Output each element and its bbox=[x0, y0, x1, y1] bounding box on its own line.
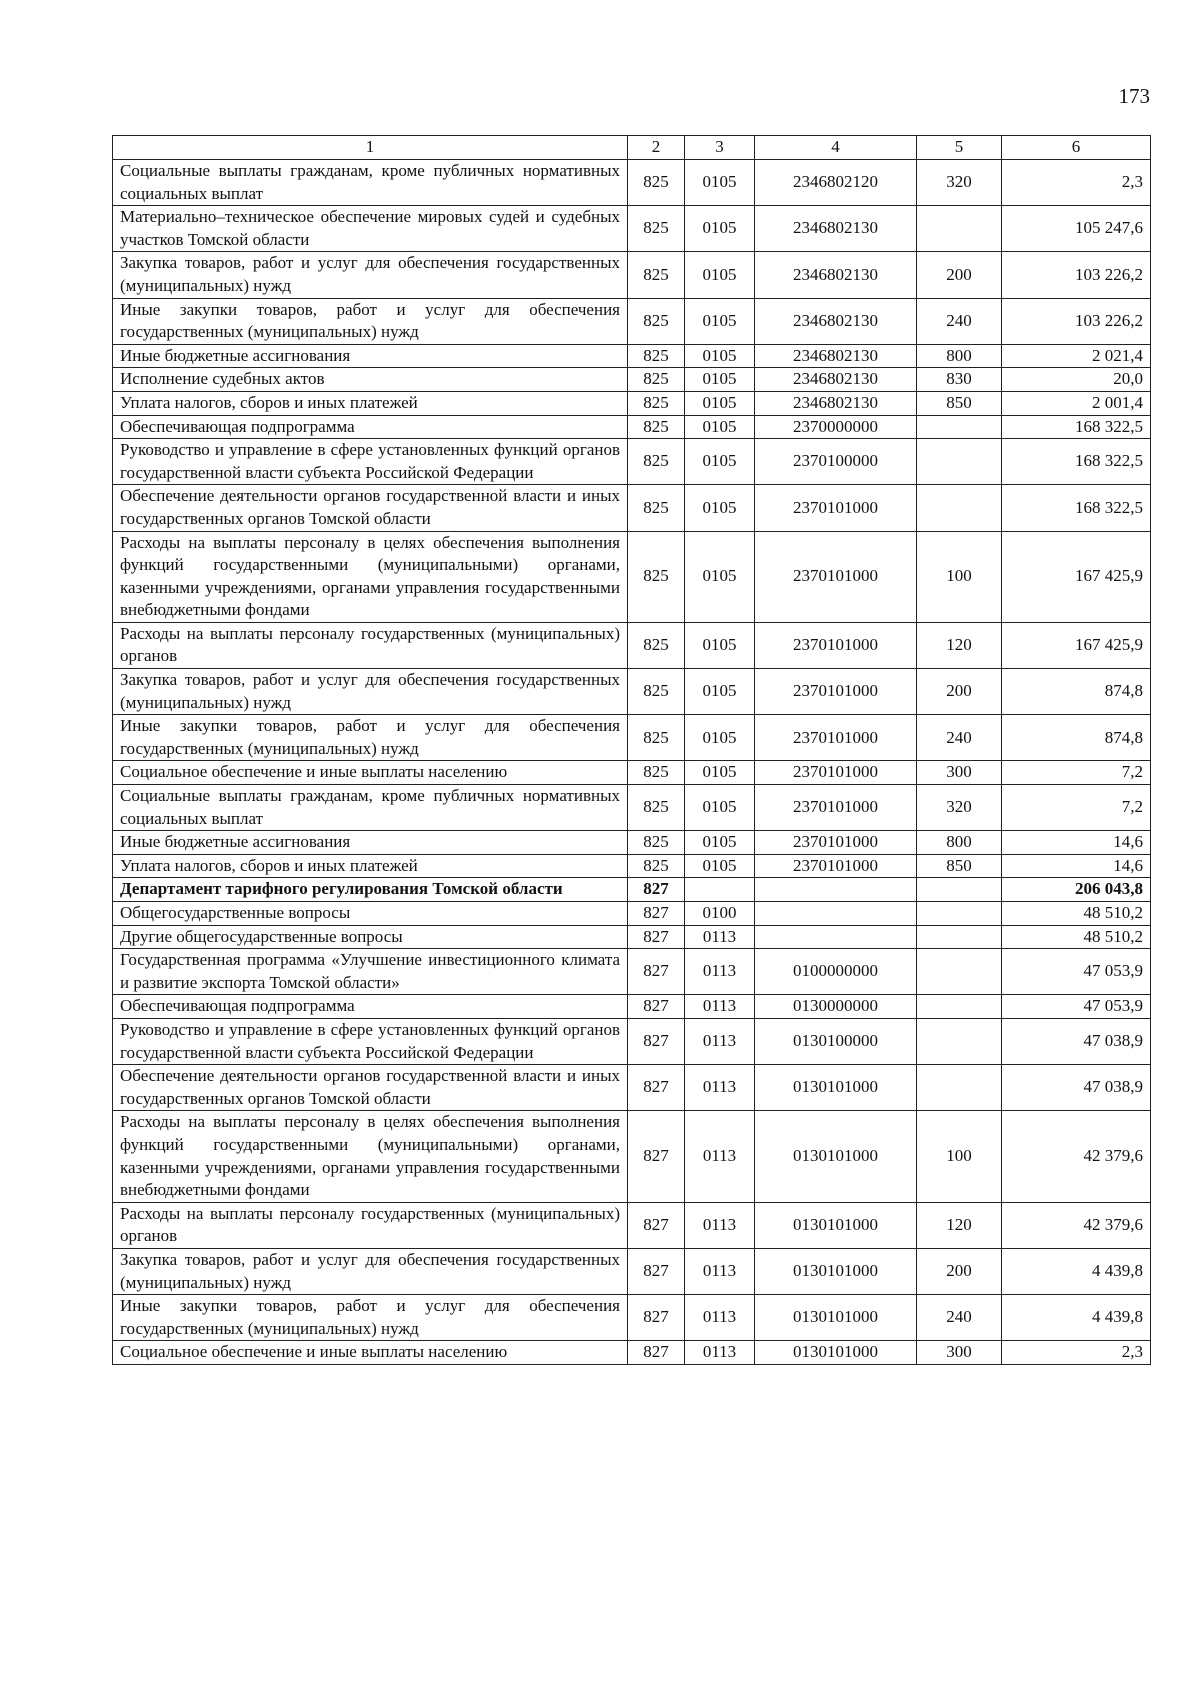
column-header-target: 4 bbox=[755, 136, 917, 160]
row-section-code-cell: 0113 bbox=[685, 1202, 755, 1248]
row-amount-cell: 2,3 bbox=[1002, 160, 1151, 206]
row-expense-type-cell bbox=[917, 485, 1002, 531]
column-header-section: 3 bbox=[685, 136, 755, 160]
table-row bbox=[113, 206, 1151, 252]
row-name-cell: Расходы на выплаты персоналу в целях обеспечения выполнения функций государственными (муниципальными) органами, казенными учреждениями, органами управления государственными внебюджетными фондами bbox=[113, 1111, 628, 1202]
row-name-cell: Расходы на выплаты персоналу государственных (муниципальных) органов bbox=[113, 1202, 628, 1248]
row-amount-cell: 168 322,5 bbox=[1002, 415, 1151, 439]
row-expense-type-cell: 120 bbox=[917, 1202, 1002, 1248]
row-expense-type-cell: 100 bbox=[917, 1111, 1002, 1202]
row-admin-code-cell: 827 bbox=[628, 1111, 685, 1202]
column-header-amount: 6 bbox=[1002, 136, 1151, 160]
row-expense-type-cell: 850 bbox=[917, 854, 1002, 878]
row-admin-code-cell: 827 bbox=[628, 1202, 685, 1248]
row-name-cell: Уплата налогов, сборов и иных платежей bbox=[113, 391, 628, 415]
row-admin-code-cell: 827 bbox=[628, 1248, 685, 1294]
row-amount-cell: 14,6 bbox=[1002, 854, 1151, 878]
row-admin-code-cell: 827 bbox=[628, 1341, 685, 1365]
row-amount-cell: 874,8 bbox=[1002, 715, 1151, 761]
row-amount-cell: 167 425,9 bbox=[1002, 531, 1151, 622]
row-section-code-cell: 0113 bbox=[685, 995, 755, 1019]
row-section-code-cell: 0113 bbox=[685, 925, 755, 949]
table-row bbox=[113, 391, 1151, 415]
row-section-code-cell: 0105 bbox=[685, 206, 755, 252]
row-name-cell: Иные закупки товаров, работ и услуг для обеспечения государственных (муниципальных) нужд bbox=[113, 1295, 628, 1341]
row-expense-type-cell: 240 bbox=[917, 298, 1002, 344]
row-section-code-cell: 0113 bbox=[685, 949, 755, 995]
table-row bbox=[113, 715, 1151, 761]
table-row bbox=[113, 1111, 1151, 1202]
row-name-cell: Закупка товаров, работ и услуг для обеспечения государственных (муниципальных) нужд bbox=[113, 669, 628, 715]
row-target-code-cell: 0130101000 bbox=[755, 1295, 917, 1341]
row-name-cell: Обеспечение деятельности органов государственной власти и иных государственных органов Томской области bbox=[113, 1065, 628, 1111]
row-admin-code-cell: 827 bbox=[628, 1018, 685, 1064]
table-row bbox=[113, 368, 1151, 392]
row-section-code-cell: 0113 bbox=[685, 1248, 755, 1294]
row-admin-code-cell: 825 bbox=[628, 415, 685, 439]
row-admin-code-cell: 825 bbox=[628, 298, 685, 344]
row-section-code-cell: 0113 bbox=[685, 1295, 755, 1341]
row-amount-cell: 103 226,2 bbox=[1002, 252, 1151, 298]
row-target-code-cell: 2346802130 bbox=[755, 344, 917, 368]
row-target-code-cell: 2370000000 bbox=[755, 415, 917, 439]
row-target-code-cell: 2346802130 bbox=[755, 252, 917, 298]
row-amount-cell: 168 322,5 bbox=[1002, 485, 1151, 531]
row-admin-code-cell: 825 bbox=[628, 715, 685, 761]
table-row bbox=[113, 878, 1151, 902]
table-row bbox=[113, 1018, 1151, 1064]
table-header-row bbox=[113, 136, 1151, 160]
row-expense-type-cell bbox=[917, 949, 1002, 995]
row-amount-cell: 168 322,5 bbox=[1002, 439, 1151, 485]
row-section-code-cell: 0105 bbox=[685, 160, 755, 206]
row-section-code-cell: 0105 bbox=[685, 622, 755, 668]
table-row bbox=[113, 160, 1151, 206]
row-name-cell: Иные закупки товаров, работ и услуг для обеспечения государственных (муниципальных) нужд bbox=[113, 298, 628, 344]
row-amount-cell: 42 379,6 bbox=[1002, 1202, 1151, 1248]
row-expense-type-cell: 800 bbox=[917, 344, 1002, 368]
column-header-expense-type: 5 bbox=[917, 136, 1002, 160]
row-target-code-cell: 0130100000 bbox=[755, 1018, 917, 1064]
row-expense-type-cell bbox=[917, 902, 1002, 926]
row-amount-cell: 47 038,9 bbox=[1002, 1018, 1151, 1064]
row-section-code-cell: 0113 bbox=[685, 1018, 755, 1064]
table-row bbox=[113, 925, 1151, 949]
table-row bbox=[113, 949, 1151, 995]
row-expense-type-cell: 320 bbox=[917, 160, 1002, 206]
row-admin-code-cell: 825 bbox=[628, 622, 685, 668]
table-row bbox=[113, 854, 1151, 878]
row-name-cell: Общегосударственные вопросы bbox=[113, 902, 628, 926]
row-target-code-cell bbox=[755, 878, 917, 902]
row-target-code-cell: 2370101000 bbox=[755, 715, 917, 761]
row-name-cell: Материально–техническое обеспечение мировых судей и судебных участков Томской области bbox=[113, 206, 628, 252]
row-amount-cell: 48 510,2 bbox=[1002, 902, 1151, 926]
row-expense-type-cell bbox=[917, 1065, 1002, 1111]
table-row bbox=[113, 902, 1151, 926]
table-row bbox=[113, 344, 1151, 368]
row-name-cell: Обеспечение деятельности органов государственной власти и иных государственных органов Томской области bbox=[113, 485, 628, 531]
row-section-code-cell: 0105 bbox=[685, 344, 755, 368]
row-amount-cell: 2,3 bbox=[1002, 1341, 1151, 1365]
row-name-cell: Расходы на выплаты персоналу в целях обеспечения выполнения функций государственными (муниципальными) органами, казенными учреждениями, органами управления государственными внебюджетными фондами bbox=[113, 531, 628, 622]
row-name-cell: Обеспечивающая подпрограмма bbox=[113, 995, 628, 1019]
row-name-cell: Государственная программа «Улучшение инвестиционного климата и развитие экспорта Томской области» bbox=[113, 949, 628, 995]
row-target-code-cell: 2370101000 bbox=[755, 785, 917, 831]
table-row bbox=[113, 298, 1151, 344]
row-amount-cell: 14,6 bbox=[1002, 831, 1151, 855]
row-amount-cell: 47 053,9 bbox=[1002, 995, 1151, 1019]
row-name-cell: Департамент тарифного регулирования Томской области bbox=[113, 878, 628, 902]
row-expense-type-cell bbox=[917, 925, 1002, 949]
table-row bbox=[113, 1295, 1151, 1341]
row-section-code-cell: 0105 bbox=[685, 368, 755, 392]
row-target-code-cell: 2346802130 bbox=[755, 391, 917, 415]
row-target-code-cell: 2370101000 bbox=[755, 761, 917, 785]
row-admin-code-cell: 827 bbox=[628, 878, 685, 902]
table-row bbox=[113, 622, 1151, 668]
row-admin-code-cell: 825 bbox=[628, 485, 685, 531]
row-target-code-cell: 2370101000 bbox=[755, 485, 917, 531]
row-section-code-cell: 0105 bbox=[685, 854, 755, 878]
row-expense-type-cell: 240 bbox=[917, 715, 1002, 761]
row-admin-code-cell: 825 bbox=[628, 439, 685, 485]
row-admin-code-cell: 827 bbox=[628, 1295, 685, 1341]
row-target-code-cell: 2370101000 bbox=[755, 669, 917, 715]
table-row bbox=[113, 1202, 1151, 1248]
row-target-code-cell: 2346802130 bbox=[755, 298, 917, 344]
row-target-code-cell bbox=[755, 902, 917, 926]
row-section-code-cell: 0105 bbox=[685, 485, 755, 531]
row-amount-cell: 206 043,8 bbox=[1002, 878, 1151, 902]
row-name-cell: Обеспечивающая подпрограмма bbox=[113, 415, 628, 439]
row-target-code-cell: 2370101000 bbox=[755, 854, 917, 878]
row-amount-cell: 48 510,2 bbox=[1002, 925, 1151, 949]
row-section-code-cell: 0105 bbox=[685, 391, 755, 415]
table-row bbox=[113, 831, 1151, 855]
column-header-admin: 2 bbox=[628, 136, 685, 160]
row-name-cell: Уплата налогов, сборов и иных платежей bbox=[113, 854, 628, 878]
table-row bbox=[113, 252, 1151, 298]
table-row bbox=[113, 995, 1151, 1019]
row-amount-cell: 7,2 bbox=[1002, 761, 1151, 785]
row-admin-code-cell: 825 bbox=[628, 785, 685, 831]
row-section-code-cell: 0105 bbox=[685, 761, 755, 785]
row-section-code-cell: 0105 bbox=[685, 669, 755, 715]
row-amount-cell: 47 053,9 bbox=[1002, 949, 1151, 995]
table-row bbox=[113, 785, 1151, 831]
row-expense-type-cell: 300 bbox=[917, 761, 1002, 785]
table-row bbox=[113, 1248, 1151, 1294]
table-row bbox=[113, 439, 1151, 485]
column-header-name: 1 bbox=[113, 136, 628, 160]
row-admin-code-cell: 825 bbox=[628, 344, 685, 368]
row-section-code-cell: 0105 bbox=[685, 831, 755, 855]
row-expense-type-cell bbox=[917, 995, 1002, 1019]
budget-table bbox=[112, 135, 1151, 1365]
row-amount-cell: 2 001,4 bbox=[1002, 391, 1151, 415]
row-amount-cell: 4 439,8 bbox=[1002, 1248, 1151, 1294]
row-admin-code-cell: 825 bbox=[628, 368, 685, 392]
row-name-cell: Социальное обеспечение и иные выплаты населению bbox=[113, 761, 628, 785]
row-section-code-cell: 0113 bbox=[685, 1111, 755, 1202]
row-expense-type-cell: 200 bbox=[917, 252, 1002, 298]
row-target-code-cell: 0130000000 bbox=[755, 995, 917, 1019]
row-section-code-cell: 0105 bbox=[685, 252, 755, 298]
row-admin-code-cell: 825 bbox=[628, 160, 685, 206]
row-expense-type-cell bbox=[917, 439, 1002, 485]
row-name-cell: Закупка товаров, работ и услуг для обеспечения государственных (муниципальных) нужд bbox=[113, 1248, 628, 1294]
row-admin-code-cell: 825 bbox=[628, 531, 685, 622]
row-expense-type-cell: 300 bbox=[917, 1341, 1002, 1365]
row-target-code-cell: 2370101000 bbox=[755, 622, 917, 668]
row-name-cell: Расходы на выплаты персоналу государственных (муниципальных) органов bbox=[113, 622, 628, 668]
table-row bbox=[113, 1341, 1151, 1365]
row-expense-type-cell: 200 bbox=[917, 669, 1002, 715]
row-section-code-cell: 0105 bbox=[685, 785, 755, 831]
row-target-code-cell: 0130101000 bbox=[755, 1202, 917, 1248]
row-name-cell: Закупка товаров, работ и услуг для обеспечения государственных (муниципальных) нужд bbox=[113, 252, 628, 298]
row-target-code-cell: 0130101000 bbox=[755, 1341, 917, 1365]
row-expense-type-cell: 320 bbox=[917, 785, 1002, 831]
row-amount-cell: 103 226,2 bbox=[1002, 298, 1151, 344]
row-section-code-cell: 0105 bbox=[685, 531, 755, 622]
row-expense-type-cell: 830 bbox=[917, 368, 1002, 392]
page-number: 173 bbox=[1118, 84, 1150, 108]
row-section-code-cell: 0105 bbox=[685, 298, 755, 344]
table-row bbox=[113, 761, 1151, 785]
row-target-code-cell: 0130101000 bbox=[755, 1248, 917, 1294]
row-expense-type-cell: 120 bbox=[917, 622, 1002, 668]
row-name-cell: Иные бюджетные ассигнования bbox=[113, 831, 628, 855]
row-expense-type-cell bbox=[917, 1018, 1002, 1064]
row-expense-type-cell: 850 bbox=[917, 391, 1002, 415]
row-admin-code-cell: 827 bbox=[628, 902, 685, 926]
row-expense-type-cell: 200 bbox=[917, 1248, 1002, 1294]
row-admin-code-cell: 825 bbox=[628, 252, 685, 298]
row-name-cell: Социальное обеспечение и иные выплаты населению bbox=[113, 1341, 628, 1365]
row-target-code-cell: 2346802130 bbox=[755, 368, 917, 392]
row-admin-code-cell: 827 bbox=[628, 925, 685, 949]
row-target-code-cell: 2346802120 bbox=[755, 160, 917, 206]
row-target-code-cell: 2370101000 bbox=[755, 531, 917, 622]
table-row bbox=[113, 485, 1151, 531]
row-amount-cell: 7,2 bbox=[1002, 785, 1151, 831]
row-section-code-cell: 0100 bbox=[685, 902, 755, 926]
row-amount-cell: 874,8 bbox=[1002, 669, 1151, 715]
row-section-code-cell: 0113 bbox=[685, 1065, 755, 1111]
row-expense-type-cell bbox=[917, 415, 1002, 439]
row-amount-cell: 20,0 bbox=[1002, 368, 1151, 392]
row-amount-cell: 105 247,6 bbox=[1002, 206, 1151, 252]
row-name-cell: Руководство и управление в сфере установленных функций органов государственной власти субъекта Российской Федерации bbox=[113, 439, 628, 485]
row-target-code-cell: 0130101000 bbox=[755, 1111, 917, 1202]
row-admin-code-cell: 825 bbox=[628, 831, 685, 855]
row-name-cell: Руководство и управление в сфере установленных функций органов государственной власти субъекта Российской Федерации bbox=[113, 1018, 628, 1064]
row-admin-code-cell: 825 bbox=[628, 761, 685, 785]
row-expense-type-cell: 100 bbox=[917, 531, 1002, 622]
table-row bbox=[113, 415, 1151, 439]
row-target-code-cell: 2370101000 bbox=[755, 831, 917, 855]
row-target-code-cell: 0100000000 bbox=[755, 949, 917, 995]
row-name-cell: Иные закупки товаров, работ и услуг для обеспечения государственных (муниципальных) нужд bbox=[113, 715, 628, 761]
row-section-code-cell: 0113 bbox=[685, 1341, 755, 1365]
row-name-cell: Другие общегосударственные вопросы bbox=[113, 925, 628, 949]
row-target-code-cell: 2346802130 bbox=[755, 206, 917, 252]
row-amount-cell: 47 038,9 bbox=[1002, 1065, 1151, 1111]
row-amount-cell: 42 379,6 bbox=[1002, 1111, 1151, 1202]
row-target-code-cell: 2370100000 bbox=[755, 439, 917, 485]
row-amount-cell: 167 425,9 bbox=[1002, 622, 1151, 668]
row-target-code-cell bbox=[755, 925, 917, 949]
row-target-code-cell: 0130101000 bbox=[755, 1065, 917, 1111]
row-section-code-cell: 0105 bbox=[685, 415, 755, 439]
row-section-code-cell: 0105 bbox=[685, 439, 755, 485]
row-admin-code-cell: 827 bbox=[628, 1065, 685, 1111]
table-row bbox=[113, 1065, 1151, 1111]
row-admin-code-cell: 827 bbox=[628, 995, 685, 1019]
table-row bbox=[113, 531, 1151, 622]
row-admin-code-cell: 827 bbox=[628, 949, 685, 995]
row-expense-type-cell: 800 bbox=[917, 831, 1002, 855]
row-admin-code-cell: 825 bbox=[628, 206, 685, 252]
row-expense-type-cell bbox=[917, 206, 1002, 252]
row-expense-type-cell bbox=[917, 878, 1002, 902]
row-admin-code-cell: 825 bbox=[628, 669, 685, 715]
budget-table-body bbox=[113, 136, 1151, 1365]
row-name-cell: Социальные выплаты гражданам, кроме публичных нормативных социальных выплат bbox=[113, 160, 628, 206]
row-section-code-cell bbox=[685, 878, 755, 902]
row-name-cell: Исполнение судебных актов bbox=[113, 368, 628, 392]
row-admin-code-cell: 825 bbox=[628, 391, 685, 415]
row-expense-type-cell: 240 bbox=[917, 1295, 1002, 1341]
table-row bbox=[113, 669, 1151, 715]
row-name-cell: Иные бюджетные ассигнования bbox=[113, 344, 628, 368]
row-amount-cell: 4 439,8 bbox=[1002, 1295, 1151, 1341]
row-amount-cell: 2 021,4 bbox=[1002, 344, 1151, 368]
row-admin-code-cell: 825 bbox=[628, 854, 685, 878]
row-section-code-cell: 0105 bbox=[685, 715, 755, 761]
row-name-cell: Социальные выплаты гражданам, кроме публичных нормативных социальных выплат bbox=[113, 785, 628, 831]
